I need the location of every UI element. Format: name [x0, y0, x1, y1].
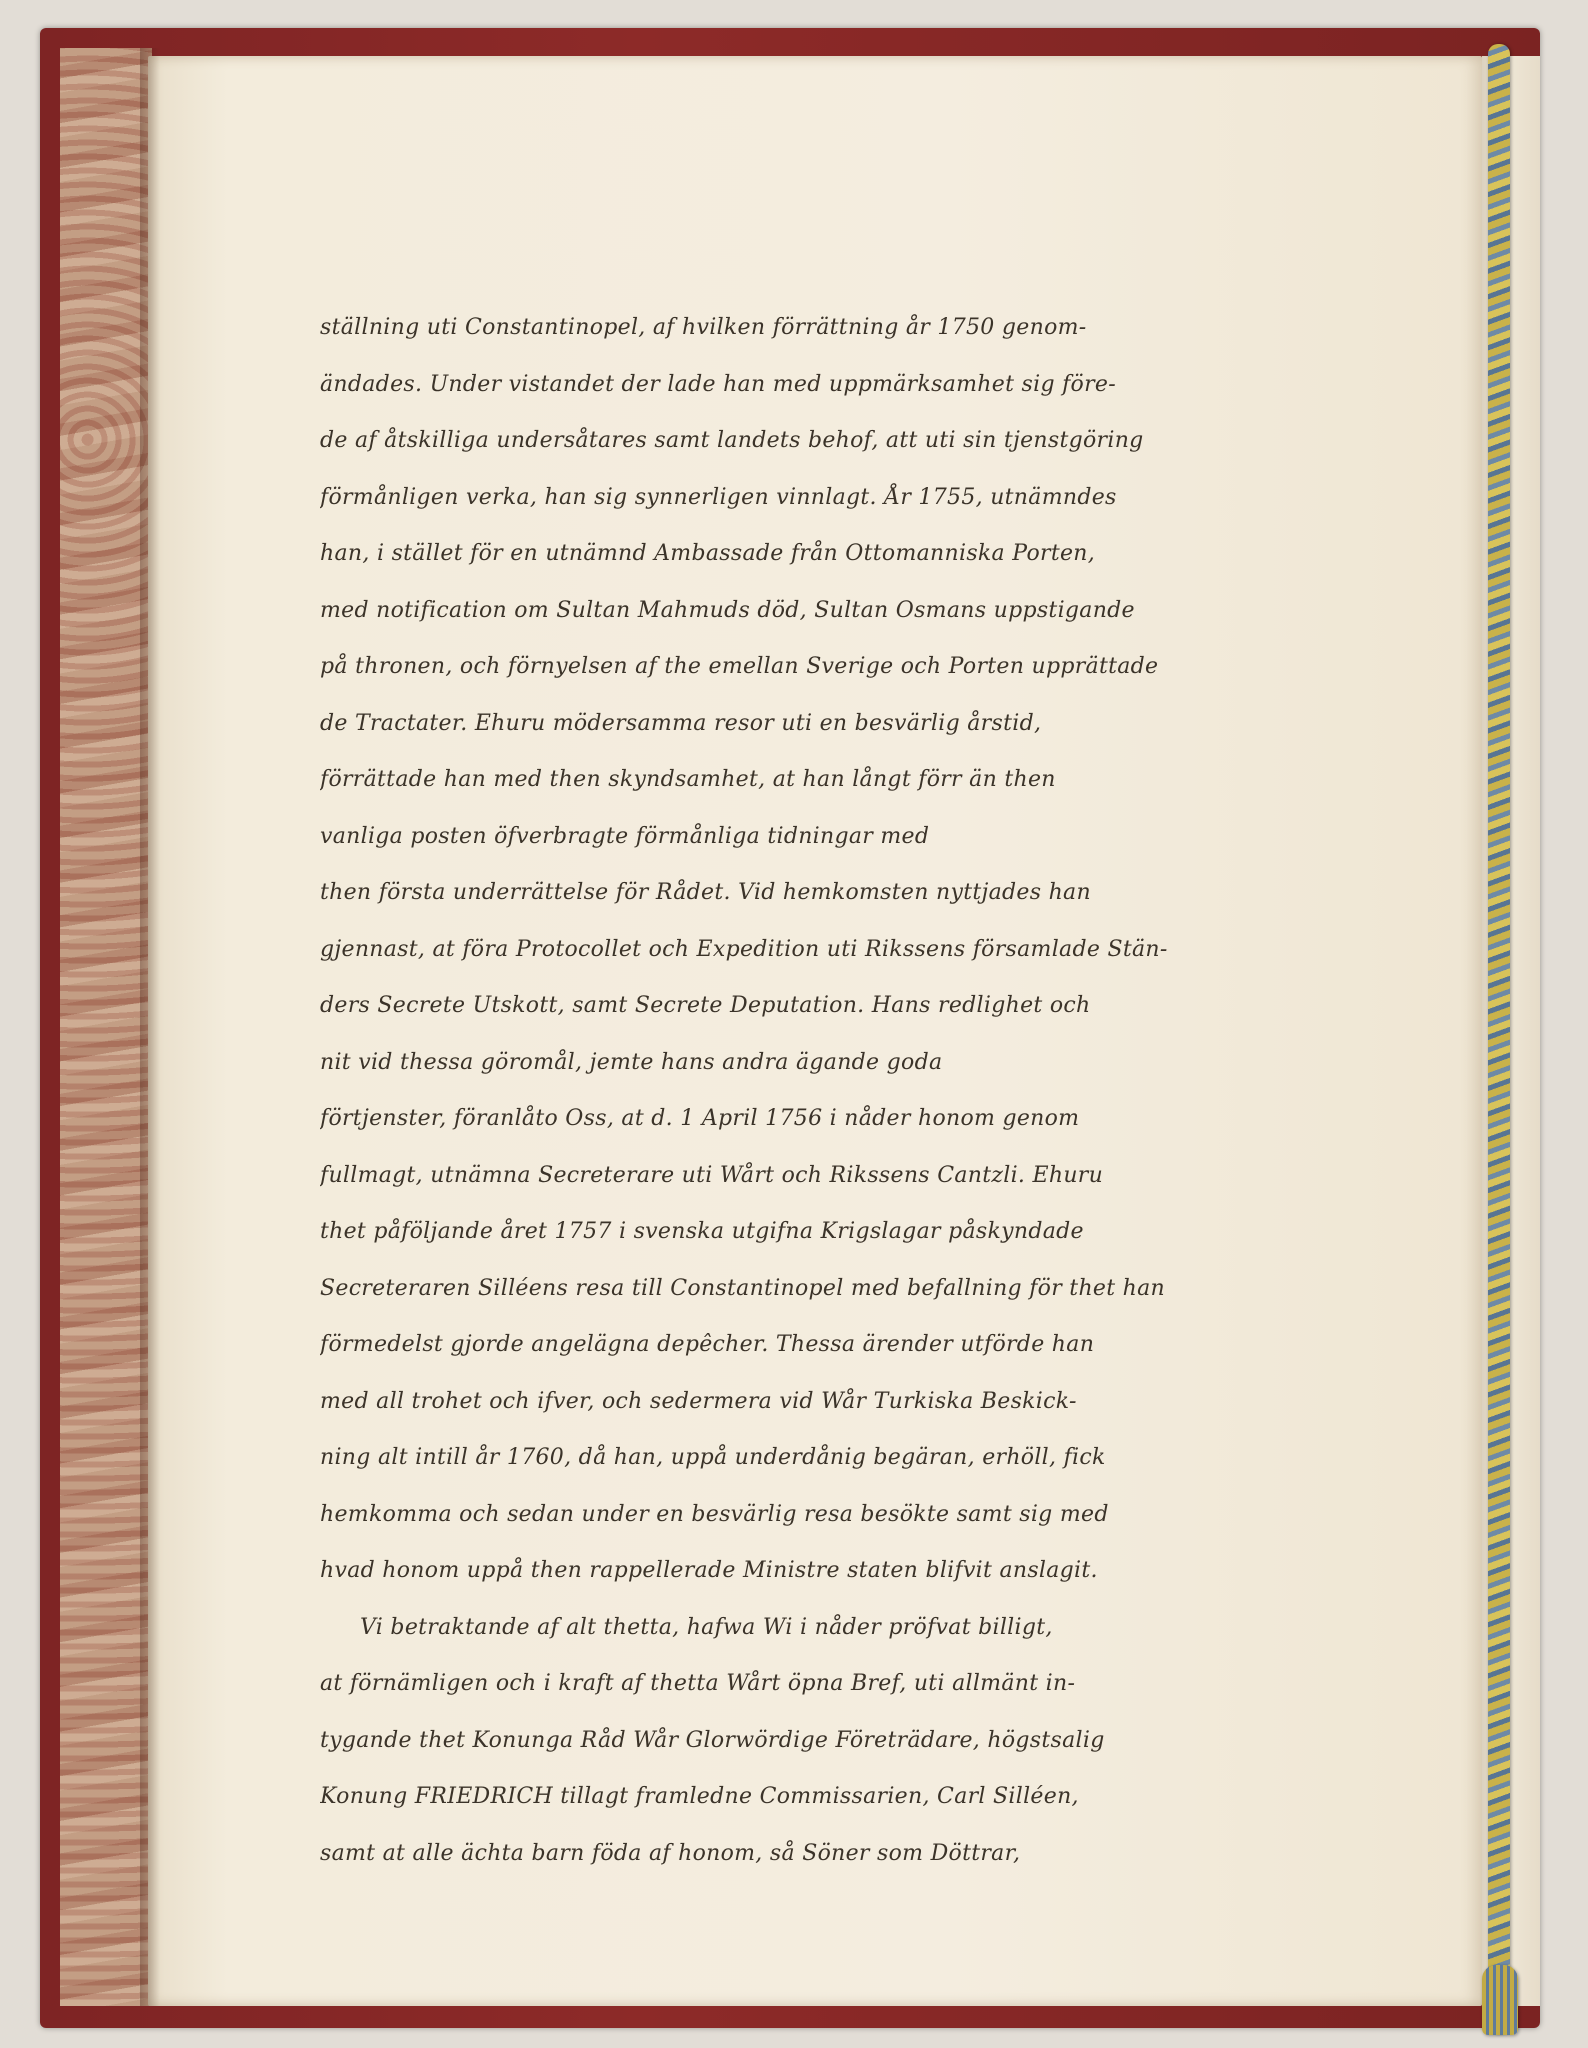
text-line: han, i stället för en utnämnd Ambassade från Ottomanniska Porten,	[320, 541, 1096, 566]
text-line: Secreteraren Silléens resa till Constantinopel med befallning för thet han	[320, 1275, 1166, 1301]
text-line: med all trohet och ifver, och sedermera vid Wår Turkiska Beskick-	[320, 1388, 1077, 1414]
text-line: gjennast, at föra Protocollet och Expedition uti Rikssens församlade Stän-	[320, 936, 1168, 962]
text-line: de af åtskilliga undersåtares samt landets behof, att uti sin tjenstgöring	[320, 428, 1144, 453]
text-line: vanliga posten öfverbragte förmånliga tidningar med	[320, 823, 930, 849]
text-line: förmånligen verka, han sig synnerligen vinnlagt. År 1755, utnämndes	[320, 484, 1117, 510]
text-line: förmedelst gjorde angelägna depêcher. Thessa ärender utförde han	[320, 1332, 1095, 1357]
text-line: förtjenster, föranlåto Oss, at d. 1 April 1756 i nåder honom genom	[320, 1106, 1080, 1131]
text-line: ändades. Under vistandet der lade han med uppmärksamhet sig före-	[320, 371, 1116, 397]
text-line: Konung FRIEDRICH tillagt framledne Commissarien, Carl Silléen,	[320, 1784, 1079, 1809]
text-line: hvad honom uppå then rappellerade Ministre staten blifvit anslagit.	[320, 1558, 1098, 1583]
ribbon-tassel	[1482, 1965, 1518, 2035]
text-line: at förnämligen och i kraft af thetta Wårt öpna Bref, uti allmänt in-	[320, 1671, 1076, 1696]
text-line: ning alt intill år 1760, då han, uppå underdånig begäran, erhöll, fick	[320, 1445, 1106, 1470]
handwritten-text	[320, 300, 1340, 1882]
text-line: förrättade han med then skyndsamhet, at han långt förr än then	[320, 767, 1056, 792]
bookmark-ribbon	[1488, 44, 1510, 2034]
text-line: de Tractater. Ehuru mödersamma resor uti en besvärlig årstid,	[320, 710, 1042, 736]
text-line: thet påföljande året 1757 i svenska utgifna Krigslagar påskyndade	[320, 1219, 1084, 1244]
text-line: Vi betraktande af alt thetta, hafwa Wi i nåder pröfvat billigt,	[360, 1614, 1053, 1640]
gutter-shadow	[140, 48, 160, 2006]
text-line: ställning uti Constantinopel, af hvilken förrättning år 1750 genom-	[320, 315, 1087, 340]
marbled-endpaper	[60, 48, 152, 2006]
text-line: fullmagt, utnämna Secreterare uti Wårt och Rikssens Cantzli. Ehuru	[320, 1162, 1104, 1188]
text-line: ders Secrete Utskott, samt Secrete Deputation. Hans redlighet och	[320, 993, 1091, 1018]
text-line: tygande thet Konunga Råd Wår Glorwördige Företrädare, högstsalig	[320, 1727, 1105, 1753]
text-line: på thronen, och förnyelsen af the emellan Sverige och Porten upprättade	[320, 654, 1159, 679]
text-line: nit vid thessa göromål, jemte hans andra ägande goda	[320, 1049, 943, 1075]
text-line: hemkomma och sedan under en besvärlig resa besökte samt sig med	[320, 1501, 1109, 1527]
text-line: samt at alle ächta barn föda af honom, så Söner som Döttrar,	[320, 1840, 1021, 1866]
text-line: med notification om Sultan Mahmuds död, Sultan Osmans uppstigande	[320, 597, 1135, 623]
text-line: then första underrättelse för Rådet. Vid hemkomsten nyttjades han	[320, 880, 1091, 905]
